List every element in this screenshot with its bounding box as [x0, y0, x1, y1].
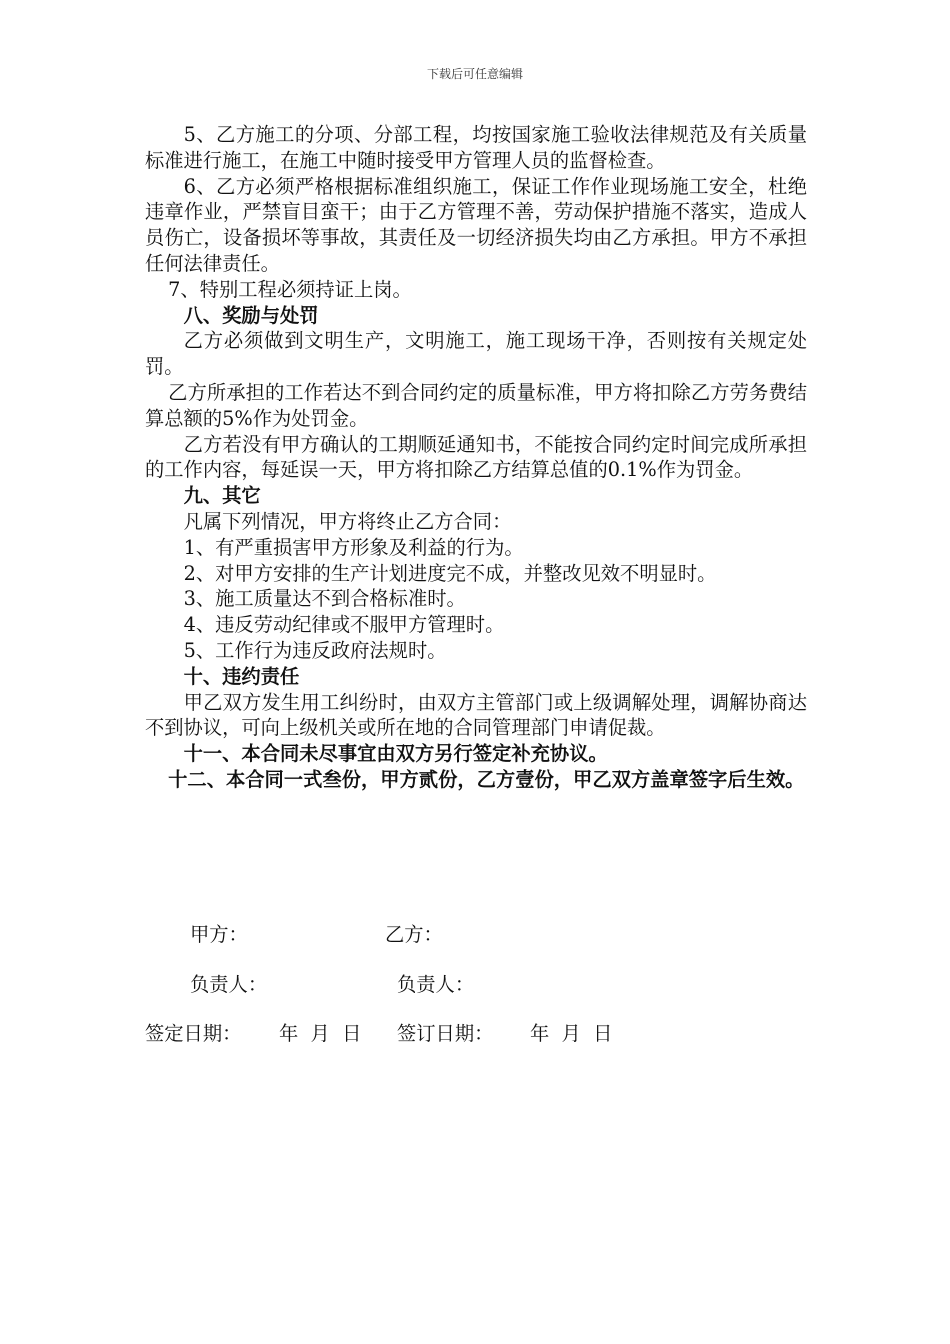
responsible-a-label: 负责人： [190, 973, 268, 996]
sign-date-b-fields: 年 月 日 [530, 1022, 613, 1045]
sign-date-b-label: 签订日期： [397, 1022, 494, 1045]
clause-9-4: 4、违反劳动纪律或不服甲方管理时。 [183, 613, 505, 637]
page-header-note: 下载后可任意编辑 [426, 67, 523, 81]
clause-10-1: 甲乙双方发生用工纠纷时，由双方主管部门或上级调解处理，调解协商达不到协议，可向上级机关或所在地的合同管理部门申请促裁。 [145, 690, 807, 740]
section-heading-8: 八、奖励与处罚 [183, 303, 319, 327]
clause-7-5: 5、乙方施工的分项、分部工程，均按国家施工验收法律规范及有关质量标准进行施工，在施工中随时接受甲方管理人员的监督检查。 [145, 123, 807, 172]
clause-9-2: 2、对甲方安排的生产计划进度完不成，并整改见效不明显时。 [183, 561, 717, 585]
sign-date-a-label: 签定日期： [145, 1022, 242, 1045]
section-heading-10: 十、违约责任 [183, 664, 300, 688]
section-12: 十二、本合同一式叁份，甲方贰份，乙方壹份，甲乙双方盖章签字后生效。 [168, 767, 805, 791]
clause-9-3: 3、施工质量达不到合格标准时。 [183, 587, 466, 611]
party-b-label: 乙方： [385, 923, 443, 946]
clause-8-3: 乙方若没有甲方确认的工期顺延通知书，不能按合同约定时间完成所承担的工作内容，每延误一天，甲方将扣除乙方结算总值的0.1%作为罚金。 [145, 432, 807, 482]
responsible-b-label: 负责人： [397, 973, 475, 996]
clause-9-1: 1、有严重损害甲方形象及利益的行为。 [183, 535, 524, 559]
sign-date-a-fields: 年 月 日 [279, 1022, 362, 1045]
clause-8-2: 乙方所承担的工作若达不到合同约定的质量标准，甲方将扣除乙方劳务费结算总额的5%作为处罚金。 [145, 380, 807, 430]
section-heading-9: 九、其它 [183, 484, 261, 508]
clause-7-7: 7、特别工程必须持证上岗。 [168, 277, 412, 301]
clause-9-intro: 凡属下列情况，甲方将终止乙方合同： [183, 509, 512, 533]
party-a-label: 甲方： [190, 923, 248, 946]
clause-8-1: 乙方必须做到文明生产，文明施工，施工现场干净，否则按有关规定处罚。 [145, 329, 807, 379]
clause-7-6: 6、乙方必须严格根据标准组织施工，保证工作作业现场施工安全，杜绝违章作业，严禁盲目蛮干；由于乙方管理不善，劳动保护措施不落实，造成人员伤亡，设备损坏等事故，其责任及一切经济损失均由乙方承担。甲方不承担任何法律责任。 [145, 174, 807, 275]
section-11: 十一、本合同未尽事宜由双方另行签定补充协议。 [183, 742, 608, 766]
contract-body [145, 122, 807, 793]
clause-9-5: 5、工作行为违反政府法规时。 [183, 638, 447, 662]
